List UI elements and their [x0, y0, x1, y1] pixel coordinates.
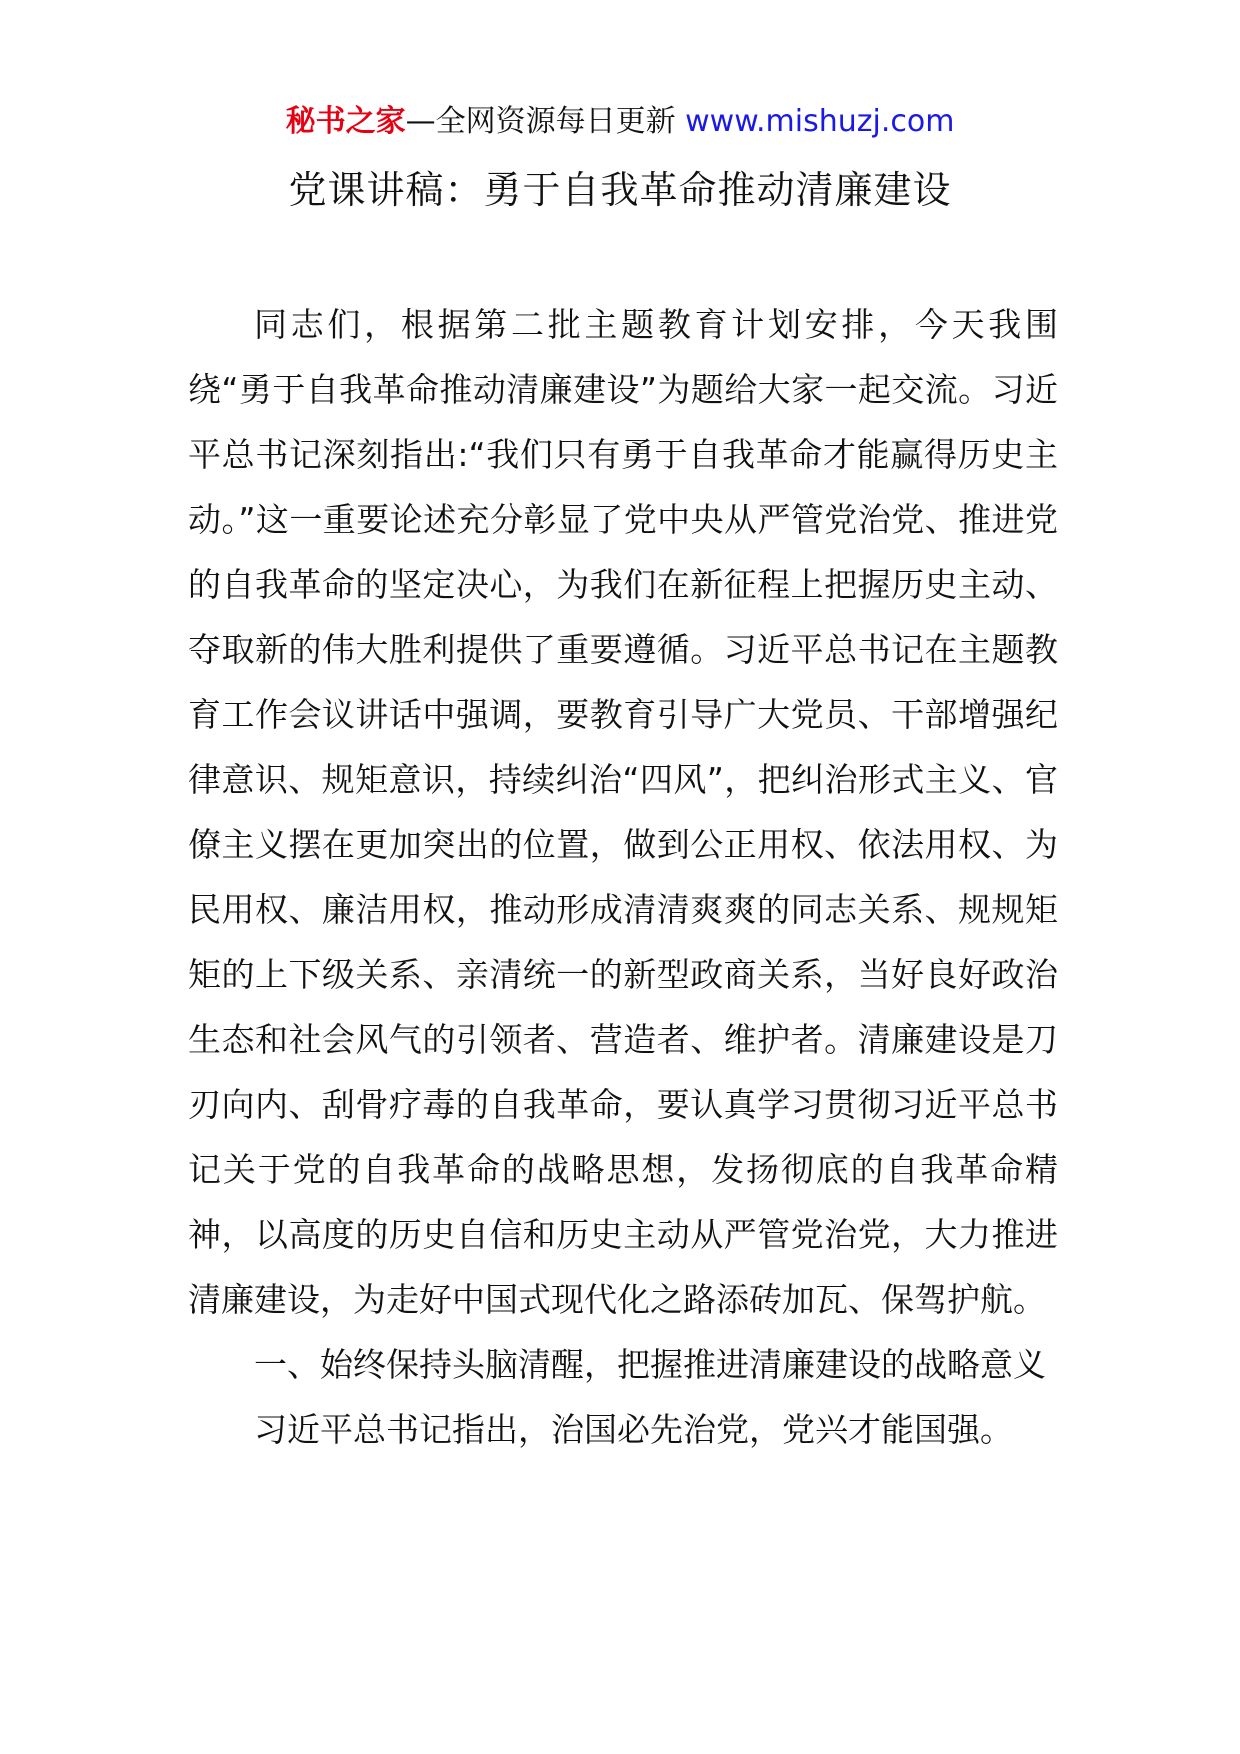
site-url-link[interactable]: www.mishuzj.com — [685, 104, 955, 139]
site-brand: 秘书之家 — [285, 104, 406, 139]
document-body — [188, 292, 1058, 1462]
site-header — [0, 100, 1240, 144]
document-title: 党课讲稿：勇于自我革命推动清廉建设 — [288, 168, 952, 212]
site-tagline: —全网资源每日更新 — [405, 104, 686, 139]
section-heading: 一、始终保持头脑清醒，把握推进清廉建设的战略意义 — [254, 1345, 1046, 1384]
intro-paragraph: 同志们，根据第二批主题教育计划安排，今天我围绕“勇于自我革命推动清廉建设”为题给大家一起交流。习近平总书记深刻指出:“我们只有勇于自我革命才能赢得历史主动。”这一重要论述充分彰显了党中央从严管党治党、推进党的自我革命的坚定决心，为我们在新征程上把握历史主动、夺取新的伟大胜利提供了重要遵循。习近平总书记在主题教育工作会议讲话中强调，要教育引导广大党员、干部增强纪律意识、规矩意识，持续纠治“四风”，把纠治形式主义、官僚主义摆在更加突出的位置，做到公正用权、依法用权、为民用权、廉洁用权，推动形成清清爽爽的同志关系、规规矩矩的上下级关系、亲清统一的新型政商关系，当好良好政治生态和社会风气的引领者、营造者、维护者。清廉建设是刀刃向内、刮骨疗毒的自我革命，要认真学习贯彻习近平总书记关于党的自我革命的战略思想，发扬彻底的自我革命精神，以高度的历史自信和历史主动从严管党治党，大力推进清廉建设，为走好中国式现代化之路添砖加瓦、保驾护航。 — [188, 305, 1058, 1319]
body-paragraph: 习近平总书记指出，治国必先治党，党兴才能国强。 — [254, 1410, 1013, 1449]
